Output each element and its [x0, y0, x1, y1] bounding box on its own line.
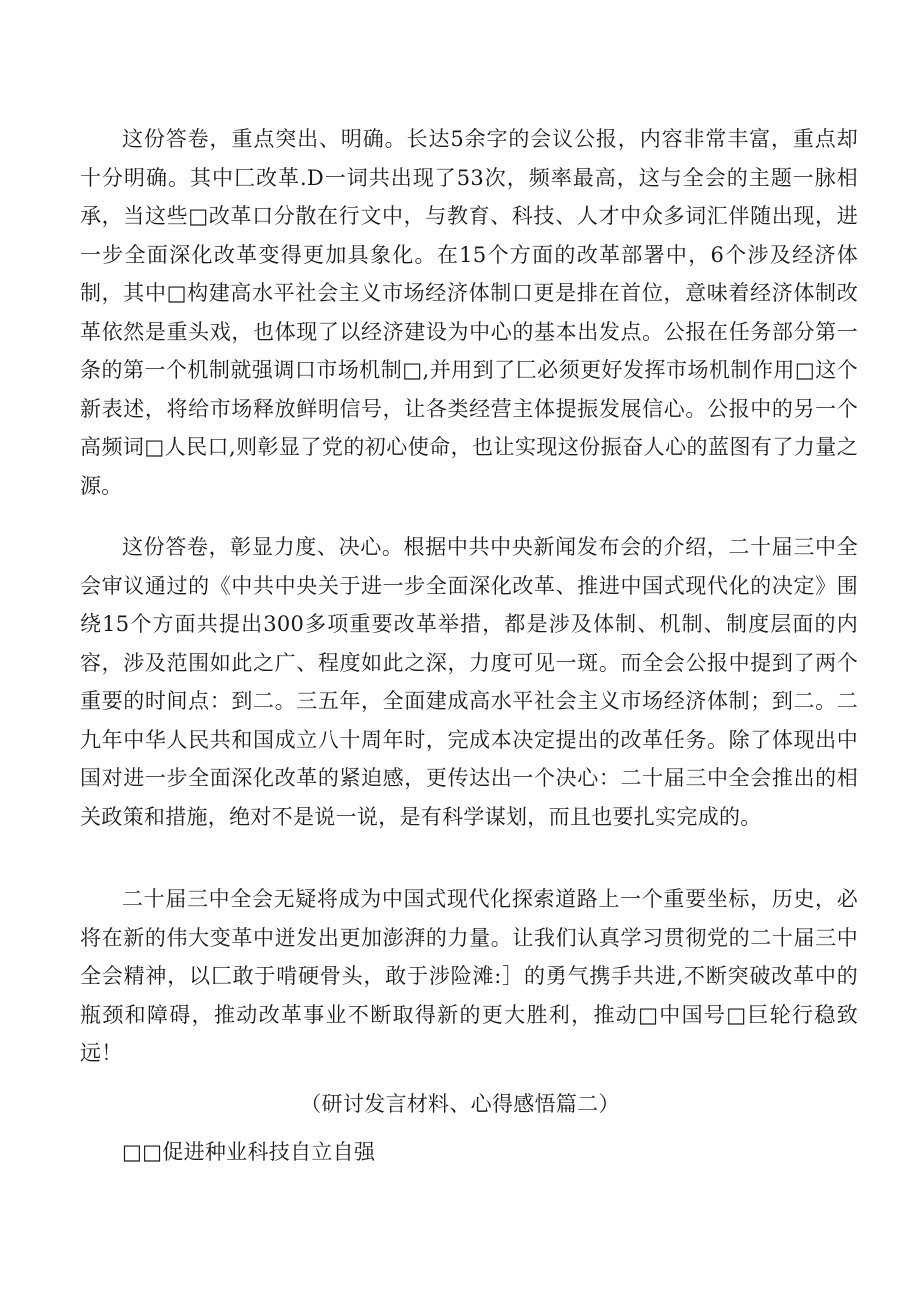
body-paragraph-2: 这份答卷，彰显力度、决心。根据中共中央新闻发布会的介绍，二十届三中全会审议通过的《中共中央关于进一步全面深化改革、推进中国式现代化的决定》围绕15个方面共提出300多项重要改革举措，都是涉及体制、机制、制度层面的内容，涉及范围如此之广、程度如此之深，力度可见一斑。而全会公报中提到了两个重要的时间点：到二。三五年，全面建成高水平社会主义市场经济体制；到二。二九年中华人民共和国成立八十周年时，完成本决定提出的改革任务。除了体现出中国对进一步全面深化改革的紧迫感，更传达出一个决心：二十届三中全会推出的相关政策和措施，绝对不是说一说，是有科学谋划，而且也要扎实完成的。 — [80, 535, 858, 829]
body-paragraph-1: 这份答卷，重点突出、明确。长达5余字的会议公报，内容非常丰富，重点却十分明确。其中匚改革.D一词共出现了53次，频率最高，这与全会的主题一脉相承，当这些□改革口分散在行文中，与教育、科技、人才中众多词汇伴随出现，进一步全面深化改革变得更加具象化。在15个方面的改革部署中，6个涉及经济体制，其中□构建高水平社会主义市场经济体制口更是排在首位，意味着经济体制改革依然是重头戏，也体现了以经济建设为中心的基本出发点。公报在任务部分第一条的第一个机制就强调口市场机制□,并用到了匚必须更好发挥市场机制作用□这个新表述，将给市场释放鲜明信号，让各类经营主体提振发展信心。公报中的另一个高频词□人民口,则彰显了党的初心使命，也让实现这份振奋人心的蓝图有了力量之源。 — [80, 127, 858, 498]
section-heading: （研讨发言材料、心得感悟篇二） — [300, 1092, 620, 1116]
section-subheading: □□促进种业科技自立自强 — [122, 1140, 376, 1164]
body-paragraph-3: 二十届三中全会无疑将成为中国式现代化探索道路上一个重要坐标，历史，必将在新的伟大变革中迸发出更加澎湃的力量。让我们认真学习贯彻党的二十届三中全会精神，以匚敢于啃硬骨头，敢于涉险滩:］的勇气携手共进,不断突破改革中的瓶颈和障碍，推动改革事业不断取得新的更大胜利，推动□中国号□巨轮行稳致远！ — [80, 887, 858, 1065]
